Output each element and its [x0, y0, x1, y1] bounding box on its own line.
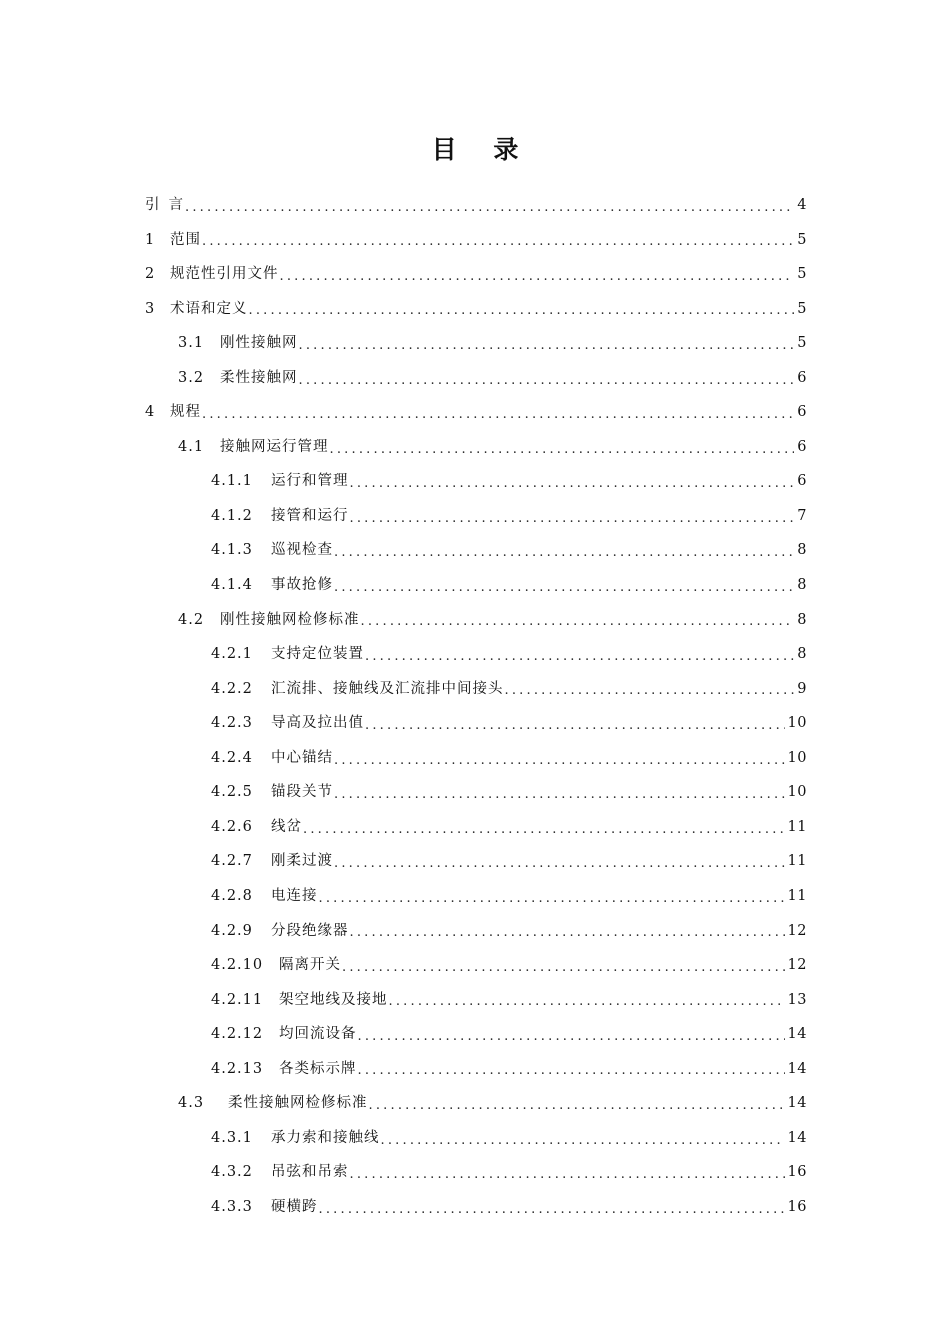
toc-entry-page: 10: [787, 784, 807, 801]
page-title: 目 录: [431, 135, 533, 164]
toc-leader-dots: [280, 270, 795, 283]
toc-entry-label: 规程: [170, 404, 201, 421]
toc-leader-dots: [350, 512, 795, 525]
toc-leader-dots: [299, 374, 795, 387]
toc-entry-number: 4.1.3: [211, 542, 253, 559]
toc-leader-dots: [361, 615, 795, 628]
toc-entry-intro[interactable]: [145, 188, 807, 223]
toc-entry-number: 4.1: [178, 438, 205, 455]
toc-entry-label: 隔离开关: [279, 957, 341, 974]
toc-entry-label: 电连接: [271, 887, 318, 904]
toc-entry-page: 7: [797, 507, 807, 524]
toc-entry-4-1-1[interactable]: [145, 464, 807, 499]
toc-entry-label: 分段绝缘器: [271, 922, 349, 939]
toc-entry-page: 11: [787, 818, 807, 835]
toc-entry-4-2[interactable]: [145, 603, 807, 638]
toc-entry-number: 4.2.6: [211, 818, 253, 835]
toc-entry-number: 引: [145, 197, 169, 214]
toc-entry-label: 导高及拉出值: [271, 715, 364, 732]
toc-entry-4-1-2[interactable]: [145, 499, 807, 534]
toc-entry-page: 6: [797, 369, 807, 386]
toc-entry-page: 10: [787, 715, 807, 732]
toc-entry-label: 均回流设备: [279, 1026, 357, 1043]
toc-entry-4-2-12[interactable]: [145, 1017, 807, 1052]
toc-entry-number: 4.2.5: [211, 784, 253, 801]
toc-entry-page: 12: [787, 922, 807, 939]
toc-entry-label: 承力索和接触线: [271, 1129, 380, 1146]
toc-entry-4-3-2[interactable]: [145, 1155, 807, 1190]
toc-leader-dots: [350, 477, 795, 490]
toc-entry-page: 8: [797, 611, 807, 628]
toc-entry-number: 3.1: [178, 335, 205, 352]
toc-entry-4-2-7[interactable]: [145, 844, 807, 879]
toc-entry-page: 8: [797, 646, 807, 663]
toc-entry-number: 4.3.2: [211, 1164, 253, 1181]
toc-leader-dots: [330, 443, 795, 456]
toc-entry-label: 汇流排、接触线及汇流排中间接头: [271, 680, 504, 697]
toc-entry-number: 4.2.13: [211, 1060, 264, 1077]
toc-entry-label: 锚段关节: [271, 784, 333, 801]
toc-entry-label: 吊弦和吊索: [271, 1164, 349, 1181]
toc-entry-page: 16: [787, 1198, 807, 1215]
toc-entry-page: 6: [797, 438, 807, 455]
toc-entry-label: 范围: [170, 231, 201, 248]
toc-entry-number: 4.3.1: [211, 1129, 253, 1146]
toc-entry-number: 2: [145, 266, 156, 283]
toc-leader-dots: [365, 719, 785, 732]
toc-leader-dots: [365, 650, 794, 663]
toc-entry-page: 14: [787, 1026, 807, 1043]
toc-leader-dots: [334, 754, 785, 767]
toc-entry-4-2-6[interactable]: [145, 810, 807, 845]
toc-entry-4-2-10[interactable]: [145, 948, 807, 983]
toc-entry-4-3-1[interactable]: [145, 1121, 807, 1156]
toc-leader-dots: [350, 1168, 785, 1181]
toc-entry-number: 4.1.2: [211, 507, 253, 524]
toc-entry-number: 4.2.4: [211, 749, 253, 766]
toc-entry-label: 巡视检查: [271, 542, 333, 559]
toc-leader-dots: [381, 1134, 785, 1147]
toc-entry-label: 规范性引用文件: [170, 266, 279, 283]
toc-entry-number: 4: [145, 404, 156, 421]
toc-entry-4-2-11[interactable]: [145, 983, 807, 1018]
toc-entry-4-2-9[interactable]: [145, 913, 807, 948]
toc-entry-number: 4.2.1: [211, 646, 253, 663]
toc-entry-number: 4.2.7: [211, 853, 253, 870]
toc-entry-page: 8: [797, 542, 807, 559]
toc-entry-4-2-5[interactable]: [145, 775, 807, 810]
toc-leader-dots: [299, 339, 795, 352]
toc-entry-label: 中心锚结: [271, 749, 333, 766]
toc-leader-dots: [249, 304, 795, 317]
toc-entry-4-2-13[interactable]: [145, 1052, 807, 1087]
toc-entry-page: 11: [787, 853, 807, 870]
toc-entry-page: 12: [787, 957, 807, 974]
toc-entry-4-2-3[interactable]: [145, 706, 807, 741]
toc-entry-number: 1: [145, 231, 156, 248]
toc-entry-number: 4.2.9: [211, 922, 253, 939]
toc-entry-label: 各类标示牌: [279, 1060, 357, 1077]
toc-entry-page: 13: [787, 991, 807, 1008]
toc-leader-dots: [202, 235, 794, 248]
toc-entry-label: 刚性接触网: [220, 335, 298, 352]
toc-entry-label: 硬横跨: [271, 1198, 318, 1215]
table-of-contents: [145, 188, 807, 1224]
toc-entry-page: 5: [797, 335, 807, 352]
toc-entry-label: 架空地线及接地: [279, 991, 388, 1008]
toc-entry-number: 4.2.3: [211, 715, 253, 732]
toc-entry-label: 接触网运行管理: [220, 438, 329, 455]
toc-entry-4-1-3[interactable]: [145, 533, 807, 568]
toc-entry-4-1[interactable]: [145, 430, 807, 465]
toc-entry-number: 4.1.4: [211, 577, 253, 594]
toc-leader-dots: [369, 1099, 785, 1112]
toc-entry-4-2-1[interactable]: [145, 637, 807, 672]
toc-leader-dots: [342, 961, 785, 974]
toc-entry-label: 支持定位装置: [271, 646, 364, 663]
toc-entry-page: 6: [797, 473, 807, 490]
toc-entry-number: 3.2: [178, 369, 205, 386]
toc-entry-4-2-2[interactable]: [145, 672, 807, 707]
toc-entry-4-3[interactable]: [145, 1086, 807, 1121]
toc-leader-dots: [389, 995, 785, 1008]
toc-leader-dots: [334, 581, 794, 594]
toc-entry-label: 言: [168, 197, 184, 214]
toc-leader-dots: [505, 684, 795, 697]
toc-leader-dots: [358, 1064, 785, 1077]
toc-entry-label: 事故抢修: [271, 577, 333, 594]
toc-leader-dots: [334, 788, 785, 801]
toc-entry-number: 4.2: [178, 611, 205, 628]
toc-leader-dots: [319, 1203, 785, 1216]
toc-entry-number: 4.2.12: [211, 1026, 264, 1043]
toc-entry-number: 4.2.10: [211, 957, 264, 974]
toc-entry-page: 14: [787, 1129, 807, 1146]
toc-entry-label: 线岔: [271, 818, 302, 835]
toc-entry-3-1[interactable]: [145, 326, 807, 361]
toc-entry-2[interactable]: [145, 257, 807, 292]
toc-entry-4-2-8[interactable]: [145, 879, 807, 914]
toc-entry-page: 8: [797, 577, 807, 594]
toc-entry-4-2-4[interactable]: [145, 741, 807, 776]
toc-entry-4[interactable]: [145, 395, 807, 430]
toc-entry-label: 刚柔过渡: [271, 853, 333, 870]
toc-entry-page: 16: [787, 1164, 807, 1181]
toc-leader-dots: [358, 1030, 785, 1043]
toc-entry-page: 6: [797, 404, 807, 421]
toc-leader-dots: [185, 201, 794, 214]
toc-entry-page: 14: [787, 1060, 807, 1077]
toc-entry-4-3-3[interactable]: [145, 1190, 807, 1225]
toc-entry-number: 3: [145, 300, 156, 317]
toc-entry-page: 10: [787, 749, 807, 766]
toc-entry-page: 5: [797, 300, 807, 317]
toc-entry-label: 接管和运行: [271, 507, 349, 524]
toc-entry-page: 14: [787, 1095, 807, 1112]
toc-entry-3[interactable]: [145, 292, 807, 327]
toc-entry-label: 柔性接触网检修标准: [228, 1095, 368, 1112]
toc-entry-label: 柔性接触网: [220, 369, 298, 386]
toc-leader-dots: [334, 546, 794, 559]
toc-entry-number: 4.2.2: [211, 680, 253, 697]
toc-entry-3-2[interactable]: [145, 361, 807, 396]
toc-entry-1[interactable]: [145, 223, 807, 258]
toc-entry-number: 4.3: [178, 1095, 205, 1112]
toc-leader-dots: [334, 857, 785, 870]
toc-entry-number: 4.2.11: [211, 991, 264, 1008]
toc-entry-page: 4: [797, 197, 807, 214]
toc-entry-page: 11: [787, 887, 807, 904]
toc-leader-dots: [303, 823, 785, 836]
toc-entry-label: 刚性接触网检修标准: [220, 611, 360, 628]
toc-entry-number: 4.2.8: [211, 887, 253, 904]
toc-leader-dots: [202, 408, 794, 421]
toc-leader-dots: [319, 892, 785, 905]
toc-entry-page: 9: [797, 680, 807, 697]
toc-entry-number: 4.1.1: [211, 473, 253, 490]
toc-entry-4-1-4[interactable]: [145, 568, 807, 603]
toc-entry-label: 运行和管理: [271, 473, 349, 490]
toc-entry-number: 4.3.3: [211, 1198, 253, 1215]
toc-entry-page: 5: [797, 266, 807, 283]
toc-leader-dots: [350, 926, 785, 939]
toc-entry-label: 术语和定义: [170, 300, 248, 317]
toc-entry-page: 5: [797, 231, 807, 248]
